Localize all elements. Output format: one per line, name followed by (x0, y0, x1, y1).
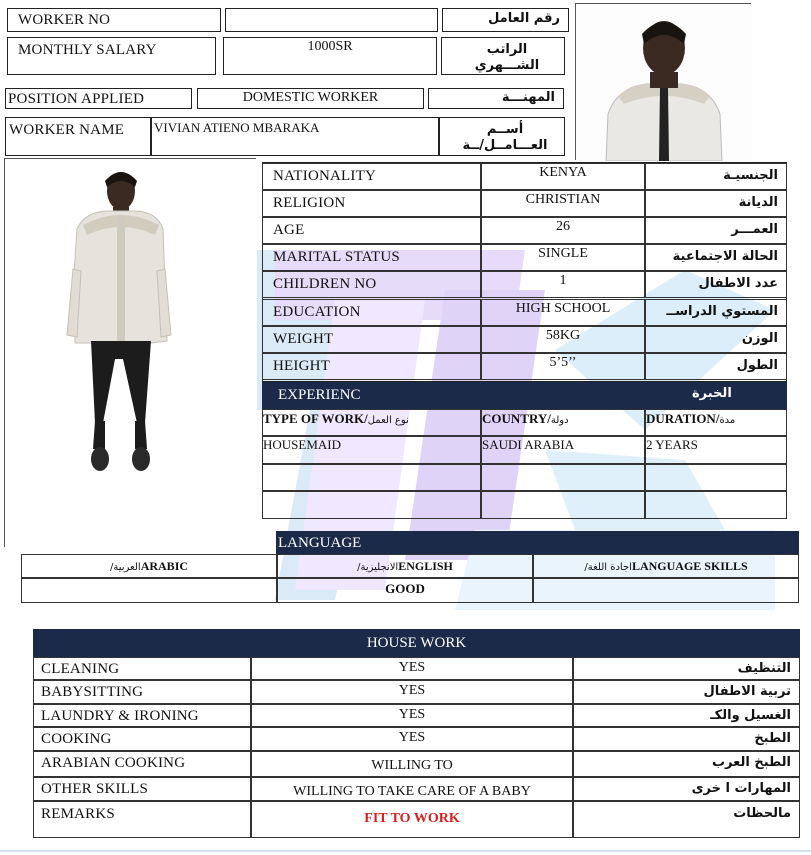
house-work-ar: التنظيف (737, 661, 791, 676)
salary-value-box (223, 37, 437, 75)
worker-no-label: WORKER NO (18, 12, 111, 28)
table-row (262, 353, 481, 380)
table-row (645, 299, 787, 326)
bottom-divider (0, 850, 811, 852)
position-label: POSITION APPLIED (8, 91, 145, 107)
table-row (573, 777, 800, 801)
exp-empty-cell (262, 464, 481, 491)
detail-value: KENYA (539, 165, 587, 180)
table-row (645, 326, 787, 353)
table-row (33, 680, 251, 704)
remarks-value-cell (251, 801, 573, 838)
detail-label: MARITAL STATUS (273, 249, 400, 266)
house-work-value: WILLING TO TAKE CARE OF A BABY (293, 784, 531, 799)
exp-empty-cell (262, 491, 481, 519)
exp-col-country-en: COUNTRY/ (482, 411, 551, 426)
table-row (481, 271, 645, 298)
name-value-box (151, 117, 439, 156)
experience-title: EXPERIENC (278, 387, 361, 403)
position-value-box (197, 88, 424, 109)
house-work-ar: الطبخ العرب (711, 755, 791, 770)
house-work-value: WILLING TO (371, 758, 453, 773)
table-row (251, 680, 573, 704)
detail-ar: الطول (736, 357, 778, 373)
salary-ar-box (441, 37, 565, 75)
house-work-label: BABYSITTING (41, 684, 144, 700)
table-row (645, 271, 787, 298)
exp-col-country-ar: دولة (550, 415, 569, 426)
salary-label: MONTHLY SALARY (18, 42, 157, 58)
exp-row-country: SAUDI ARABIA (482, 437, 575, 452)
lang-skills-ar: /اجادة اللغة (584, 562, 632, 573)
remarks-ar: مالحظات (733, 806, 791, 821)
table-row (573, 704, 800, 727)
table-row (645, 217, 787, 244)
lang-col-skills (533, 554, 799, 578)
lang-col-arabic (21, 554, 277, 578)
full-body-photo (4, 158, 256, 547)
experience-title-ar: الخبرة (692, 386, 732, 401)
exp-row-duration: 2 YEARS (646, 437, 698, 452)
lang-arabic-level (21, 578, 277, 603)
house-work-header (33, 629, 800, 657)
table-row (262, 299, 481, 326)
detail-ar: الوزن (741, 330, 778, 346)
table-row (481, 163, 645, 190)
name-label: WORKER NAME (9, 122, 125, 138)
worker-no-value-box (225, 8, 438, 32)
detail-label: RELIGION (273, 195, 346, 212)
exp-col-type-en: TYPE OF WORK/ (263, 411, 368, 426)
table-row (573, 680, 800, 704)
exp-empty-cell (481, 464, 645, 491)
detail-value: 26 (556, 219, 570, 235)
detail-ar: الديانة (738, 195, 778, 211)
lang-english-en: ENGLISH (398, 559, 453, 573)
table-row (481, 326, 645, 353)
position-ar: المهنـــة (501, 90, 555, 105)
table-row (645, 244, 787, 271)
lang-skills-level (533, 578, 799, 603)
lang-col-english (277, 554, 533, 578)
table-row (481, 190, 645, 217)
table-row (251, 657, 573, 680)
house-work-label: ARABIAN COOKING (41, 755, 186, 771)
table-row (262, 217, 481, 244)
exp-col-duration (645, 409, 787, 436)
detail-value: SINGLE (538, 246, 588, 262)
house-work-title: HOUSE WORK (366, 635, 467, 651)
name-ar: أســم العـــامــل/ــة (462, 122, 548, 153)
exp-empty-cell (645, 464, 787, 491)
worker-no-label-box (7, 8, 221, 32)
position-ar-box (428, 88, 564, 109)
table-row (251, 751, 573, 777)
detail-label: NATIONALITY (273, 168, 377, 184)
house-work-label: COOKING (41, 731, 112, 747)
detail-label: HEIGHT (273, 357, 331, 374)
table-row (251, 704, 573, 727)
worker-no-ar-box (442, 8, 569, 32)
table-row (251, 727, 573, 751)
table-row (262, 271, 481, 298)
lang-english-level (277, 578, 533, 603)
name-ar-box (439, 117, 565, 156)
detail-value: 1 (559, 273, 567, 289)
salary-label-box (7, 37, 216, 75)
detail-ar: المستوي الدراســ (666, 303, 778, 319)
table-row (645, 353, 787, 380)
exp-col-duration-ar: مدة (719, 415, 736, 426)
detail-label: EDUCATION (273, 303, 361, 320)
table-row (573, 727, 800, 751)
table-row (33, 704, 251, 727)
table-row (33, 727, 251, 751)
table-row (33, 751, 251, 777)
table-row (481, 436, 645, 464)
house-work-label: LAUNDRY & IRONING (41, 708, 199, 724)
salary-ar: الراتب الشـــهري (474, 42, 540, 73)
table-row (645, 190, 787, 217)
table-row (262, 244, 481, 271)
detail-label: CHILDREN NO (273, 276, 377, 293)
table-row (262, 190, 481, 217)
worker-no-ar: رقم العامل (488, 11, 560, 26)
position-value: DOMESTIC WORKER (242, 90, 379, 105)
table-row (481, 244, 645, 271)
experience-header (262, 382, 787, 409)
detail-label: AGE (273, 222, 305, 239)
name-label-box (5, 117, 151, 156)
table-row (481, 217, 645, 244)
remarks-label: REMARKS (41, 806, 115, 822)
worker-no-value (226, 9, 437, 10)
detail-value: HIGH SCHOOL (515, 300, 611, 316)
salary-value: 1000SR (307, 39, 353, 54)
table-row (262, 326, 481, 353)
house-work-value: YES (398, 683, 426, 698)
exp-empty-cell (645, 491, 787, 519)
house-work-ar: الطبخ (754, 731, 791, 746)
house-work-ar: المهارات ا خرى (691, 781, 791, 796)
house-work-value: YES (398, 707, 426, 722)
exp-col-type (262, 409, 481, 436)
detail-ar: الحالة الاجتماعية (672, 249, 778, 265)
exp-row-type: HOUSEMAID (263, 437, 341, 452)
position-label-box (5, 88, 192, 109)
table-row (481, 299, 645, 326)
house-work-value: YES (398, 660, 426, 675)
lang-arabic-en: ARABIC (140, 559, 189, 573)
table-row (573, 751, 800, 777)
remarks-ar-cell (573, 801, 800, 838)
table-row (33, 657, 251, 680)
lang-skills-en: LANGUAGE SKILLS (631, 559, 748, 573)
remarks-label-cell (33, 801, 251, 838)
language-title: LANGUAGE (278, 535, 362, 551)
lang-english-level-value: GOOD (385, 581, 425, 596)
table-row (251, 777, 573, 801)
exp-col-type-ar: نوع العمل (367, 415, 409, 426)
table-row (262, 436, 481, 464)
exp-col-duration-en: DURATION/ (646, 411, 720, 426)
detail-label: WEIGHT (273, 330, 334, 347)
house-work-ar: الغسيل والكـ (710, 708, 791, 723)
house-work-label: CLEANING (41, 661, 120, 677)
detail-value: 5’5’’ (549, 354, 577, 370)
lang-english-ar: /الانجليزية (357, 562, 399, 573)
table-row (481, 353, 645, 380)
portrait-photo (575, 3, 751, 160)
detail-ar: الجنسيـة (723, 168, 778, 183)
lang-arabic-ar: /العربية (109, 562, 141, 573)
name-value: VIVIAN ATIENO MBARAKA (154, 120, 320, 135)
detail-ar: العمـــر (731, 222, 778, 238)
detail-ar: عدد الاطفال (698, 276, 778, 292)
detail-value: 58KG (545, 327, 581, 343)
table-row (645, 436, 787, 464)
house-work-ar: تربية الاطفال (703, 684, 791, 699)
remarks-value: FIT TO WORK (364, 811, 460, 826)
language-header (276, 531, 799, 554)
table-row (645, 163, 787, 190)
table-row (573, 657, 800, 680)
house-work-label: OTHER SKILLS (41, 781, 148, 797)
table-row (262, 163, 481, 190)
house-work-value: YES (398, 730, 426, 745)
detail-value: CHRISTIAN (525, 192, 601, 208)
exp-empty-cell (481, 491, 645, 519)
exp-col-country (481, 409, 645, 436)
table-row (33, 777, 251, 801)
